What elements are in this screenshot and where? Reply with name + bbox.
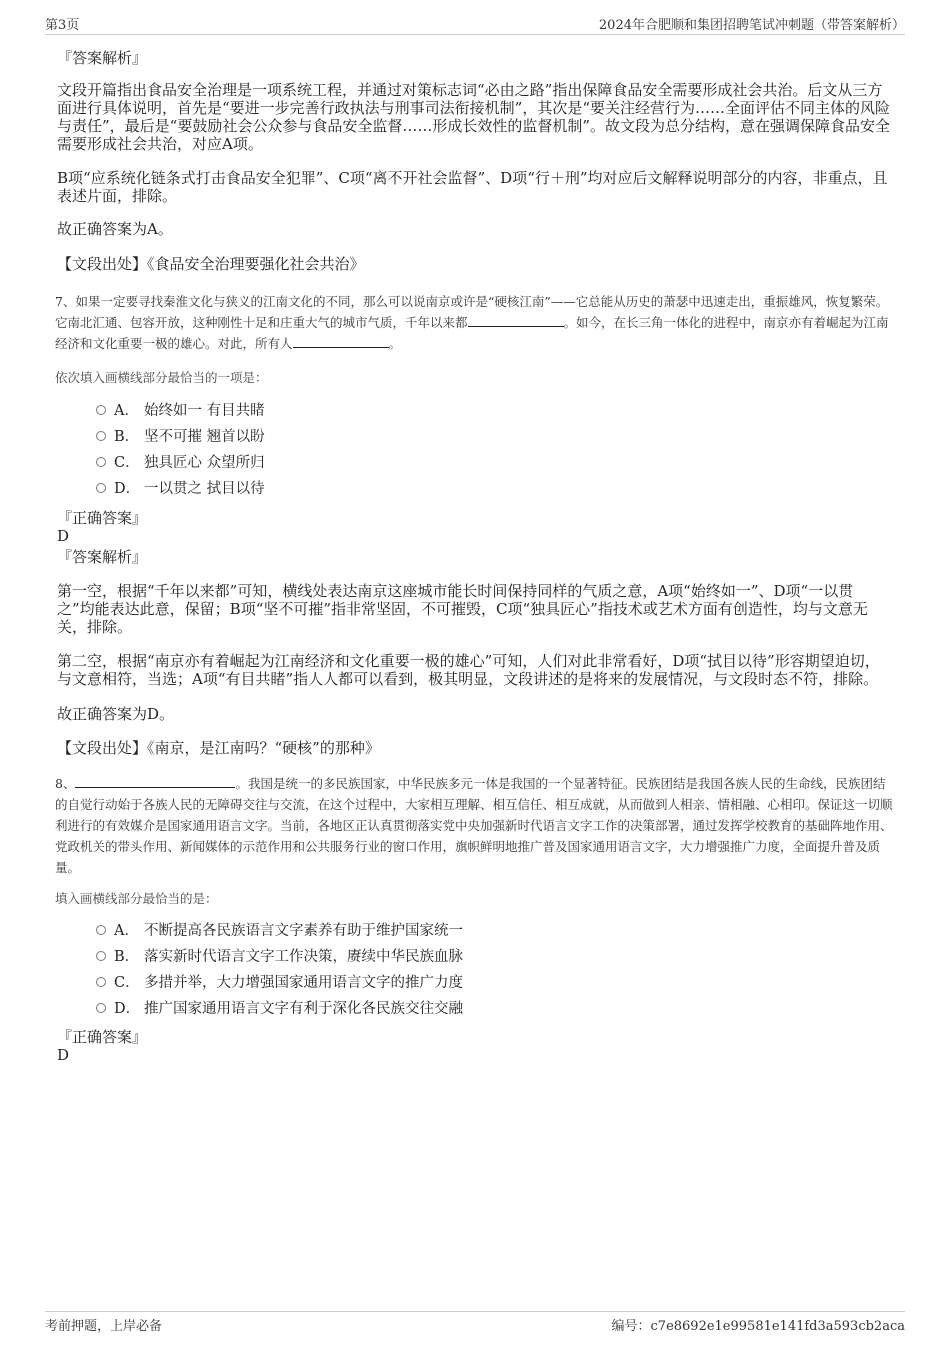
q8-option-c[interactable]: [96, 973, 463, 993]
q8-instruction: 填入画横线部分最恰当的是：: [55, 891, 218, 906]
q7-option-a[interactable]: [96, 401, 265, 421]
q6-conclusion: 故正确答案为A。: [57, 220, 173, 238]
q7-answer-label: 『正确答案』: [57, 509, 148, 527]
option-text: 不断提高各民族语言文字素养有助于维护国家统一: [144, 923, 463, 939]
q6-analysis-para2: B项“应系统化链条式打击食品安全犯罪”、C项“离不开社会监督”、D项“行＋刑”均对应后文解释说明部分的内容，非重点，且表述片面，排除。: [57, 169, 888, 205]
option-key: B．: [114, 429, 140, 445]
q7-source: 【文段出处】《南京，是江南吗？“硬核”的那种》: [57, 739, 380, 757]
radio-icon[interactable]: [96, 405, 106, 415]
option-key: D．: [114, 481, 141, 497]
page-footer: [45, 1311, 905, 1336]
radio-icon[interactable]: [96, 1003, 106, 1013]
document-title: 2024年合肥顺和集团招聘笔试冲刺题（带答案解析）: [598, 18, 905, 33]
q8-option-b[interactable]: [96, 947, 463, 967]
q7-analysis-para2: 第二空，根据“南京亦有着崛起为江南经济和文化重要一极的雄心”可知，人们对此非常看好，D项“拭目以待”形容期望迫切，与文意相符，当选；A项“有目共睹”指人人都可以看到，极其明显，文段讲述的是将来的发展情况，与文段时态不符，排除。: [57, 652, 880, 688]
page-header: [45, 14, 905, 35]
q7-option-b[interactable]: [96, 427, 265, 447]
option-key: B．: [114, 949, 140, 965]
q8-answer: D: [57, 1046, 70, 1064]
option-key: A．: [114, 923, 139, 939]
q7-analysis-para1: 第一空，根据“千年以来都”可知，横线处表达南京这座城市能长时间保持同样的气质之意，A项“始终如一”、D项“一以贯之”均能表达此意，保留；B项“坚不可摧”指非常坚固，不可摧毁，C项“独具匠心”指技术或艺术方面有创造性，均与文意无关，排除。: [57, 582, 868, 636]
q8-stem: [55, 773, 893, 878]
document-id: 编号：c7e8692e1e99581e141fd3a593cb2aca: [611, 1319, 905, 1334]
q8-stem-text: 。我国是统一的多民族国家，中华民族多元一体是我国的一个显著特征。民族团结是我国各族人民的生命线，民族团结的自觉行动始于各族人民的无障碍交往与交流，在这个过程中，大家相互理解、相互信任、相互成就，从而做到人相亲、情相融、心相印。保证这一切顺利进行的有效媒介是国家通用语言文字。当前，各地区正认真贯彻落实党中央加强新时代语言文字工作的决策部署，通过发挥学校教育的基础阵地作用、党政机关的带头作用、新闻媒体的示范作用和公共服务行业的窗口作用，旗帜鲜明地推广普及国家通用语言文字，大力增强推广力度，全面提升普及质量。: [55, 776, 893, 875]
q6-analysis-label: 『答案解析』: [57, 49, 148, 67]
q7-option-c[interactable]: [96, 453, 265, 473]
radio-icon[interactable]: [96, 925, 106, 935]
q7-stem: [55, 291, 893, 354]
q8-answer-label: 『正确答案』: [57, 1028, 148, 1046]
q7-instruction: 依次填入画横线部分最恰当的一项是：: [55, 370, 268, 385]
q8-blank: [75, 775, 235, 788]
option-text: 独具匠心 众望所归: [144, 455, 265, 471]
option-key: D．: [114, 1001, 141, 1017]
footer-slogan: 考前押题，上岸必备: [45, 1319, 163, 1334]
q6-source: 【文段出处】《食品安全治理要强化社会共治》: [57, 255, 365, 273]
option-key: C．: [114, 975, 140, 991]
option-text: 推广国家通用语言文字有利于深化各民族交往交融: [144, 1001, 463, 1017]
q7-analysis-label: 『答案解析』: [57, 548, 148, 566]
q8-option-a[interactable]: [96, 921, 463, 941]
q8-number: 8、: [55, 776, 76, 791]
radio-icon[interactable]: [96, 431, 106, 441]
radio-icon[interactable]: [96, 951, 106, 961]
q8-option-d[interactable]: [96, 999, 463, 1019]
q7-stem-part3: 。: [388, 336, 402, 351]
q7-answer: D: [57, 527, 70, 545]
radio-icon[interactable]: [96, 977, 106, 987]
q7-conclusion: 故正确答案为D。: [57, 705, 175, 723]
radio-icon[interactable]: [96, 483, 106, 493]
option-key: A．: [114, 403, 139, 419]
option-text: 始终如一 有目共睹: [144, 403, 265, 419]
q7-stem-part1: 7、如果一定要寻找秦淮文化与狭义的江南文化的不同，那么可以说南京或许是“硬核江南”——它总能从历史的萧瑟中迅速走出，重振雄风，恢复繁荣。它南北汇通、包容开放，这种刚性十足和庄重大气的城市气质，千年以来都: [55, 294, 889, 330]
q7-blank-2: [293, 335, 389, 348]
q7-stem-part2: 。如今，在长三角一体化的进程中，南京亦有着崛起为江南经济和文化重要一极的雄心。对此，所有人: [55, 315, 889, 351]
radio-icon[interactable]: [96, 457, 106, 467]
page-number: 第3页: [45, 18, 80, 33]
option-key: C．: [114, 455, 140, 471]
q7-blank-1: [468, 314, 564, 327]
q6-analysis-para1: 文段开篇指出食品安全治理是一项系统工程，并通过对策标志词“必由之路”指出保障食品安全需要形成社会共治。后文从三方面进行具体说明，首先是“要进一步完善行政执法与刑事司法衔接机制”，其次是“要关注经营行为……全面评估不同主体的风险与责任”，最后是“要鼓励社会公众参与食品安全监督……形成长效性的监督机制”。故文段为总分结构，意在强调保障食品安全需要形成社会共治，对应A项。: [57, 81, 891, 153]
option-text: 一以贯之 拭目以待: [144, 481, 265, 497]
option-text: 多措并举，大力增强国家通用语言文字的推广力度: [144, 975, 463, 991]
q7-option-d[interactable]: [96, 479, 265, 499]
option-text: 坚不可摧 翘首以盼: [144, 429, 265, 445]
option-text: 落实新时代语言文字工作决策，赓续中华民族血脉: [144, 949, 463, 965]
